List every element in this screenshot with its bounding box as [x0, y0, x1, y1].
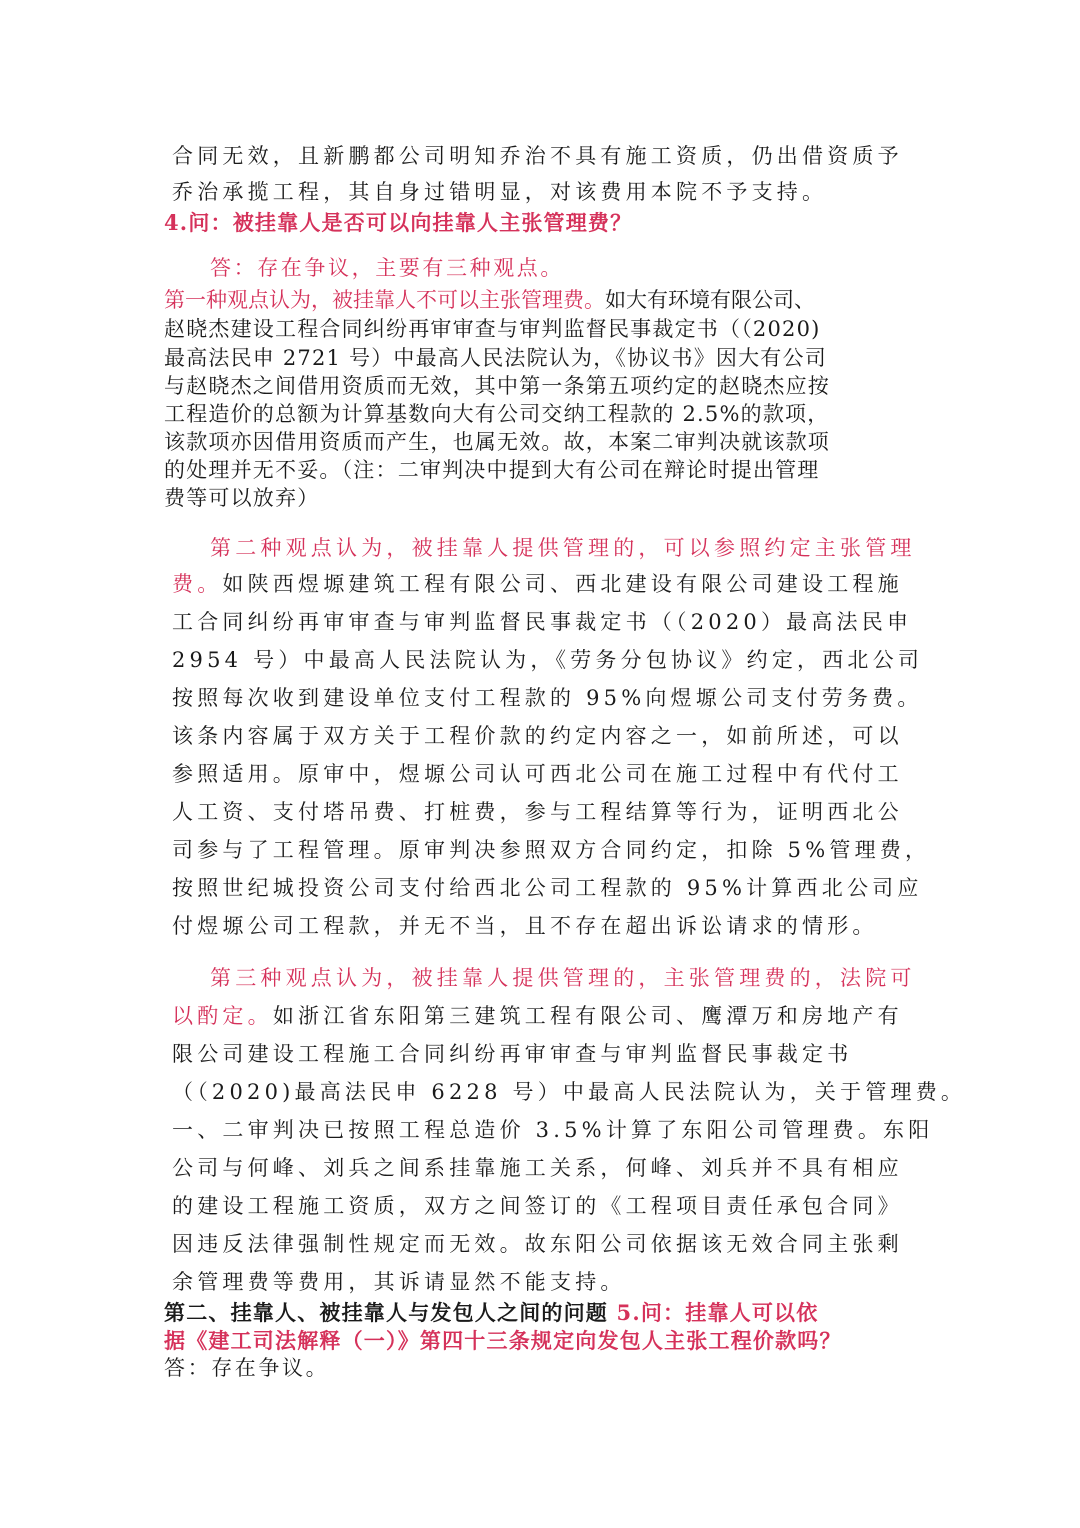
text-line: 余管理费等费用，其诉请显然不能支持。 — [172, 1270, 626, 1294]
text-line: 的建设工程施工资质，双方之间签订的《工程项目责任承包合同》 — [172, 1194, 903, 1218]
text-line: 限公司建设工程施工合同纠纷再审审查与审判监督民事裁定书 — [172, 1042, 853, 1066]
viewpoint-two: 第二种观点认为，被挂靠人提供管理的，可以参照约定主张管理 — [210, 536, 916, 560]
text-line: 与赵晓杰之间借用资质而无效，其中第一条第五项约定的赵晓杰应按 — [164, 374, 830, 398]
case-intro: 如大有环境有限公司、 — [605, 288, 815, 312]
case-intro: 如浙江省东阳第三建筑工程有限公司、鹰潭万和房地产有 — [272, 1004, 903, 1028]
text-line: 合同无效，且新鹏都公司明知乔治不具有施工资质，仍出借资质予 — [172, 144, 903, 168]
text-line: 工合同纠纷再审审查与审判监督民事裁定书（（2020）最高法民申 — [172, 610, 913, 634]
question-heading: 4.问：被挂靠人是否可以向挂靠人主张管理费？ — [164, 210, 633, 235]
viewpoint-three-end: 以酌定。 — [172, 1004, 273, 1028]
text-line — [172, 574, 903, 595]
section-heading — [164, 1302, 818, 1323]
text-line: 人工资、支付塔吊费、打桩费，参与工程结算等行为，证明西北公 — [172, 800, 903, 824]
text-line: 按照每次收到建设单位支付工程款的 95%向煜塬公司支付劳务费。 — [172, 686, 923, 710]
text-line: 因违反法律强制性规定而无效。故东阳公司依据该无效合同主张剩 — [172, 1232, 903, 1256]
text-line: 该条内容属于双方关于工程价款的约定内容之一，如前所述，可以 — [172, 724, 903, 748]
text-line: 的处理并无不妥。（注：二审判决中提到大有公司在辩论时提出管理 — [164, 458, 820, 482]
text-line: 公司与何峰、刘兵之间系挂靠施工关系，何峰、刘兵并不具有相应 — [172, 1156, 903, 1180]
case-intro: 如陕西煜塬建筑工程有限公司、西北建设有限公司建设工程施 — [222, 572, 903, 596]
viewpoint-three: 第三种观点认为，被挂靠人提供管理的，主张管理费的，法院可 — [210, 966, 916, 990]
text-line: 最高法民申 2721 号）中最高人民法院认为，《协议书》因大有公司 — [164, 346, 827, 370]
text-line — [164, 290, 815, 311]
text-line: 乔治承揽工程，其自身过错明显，对该费用本院不予支持。 — [172, 180, 828, 204]
viewpoint-two-end: 费。 — [172, 572, 223, 596]
question-heading: 5.问：挂靠人可以依 — [616, 1300, 819, 1325]
text-line: 一、二审判决已按照工程总造价 3.5%计算了东阳公司管理费。东阳 — [172, 1118, 934, 1142]
text-line: 赵晓杰建设工程合同纠纷再审审查与审判监督民事裁定书（（2020) — [164, 317, 821, 341]
section-title: 第二、挂靠人、被挂靠人与发包人之间的问题 — [164, 1300, 608, 1325]
answer-line: 答：存在争议。 — [164, 1356, 330, 1380]
text-line: 2954 号）中最高人民法院认为，《劳务分包协议》约定，西北公司 — [172, 648, 924, 672]
text-line: 按照世纪城投资公司支付给西北公司工程款的 95%计算西北公司应 — [172, 876, 923, 900]
viewpoint-one: 第一种观点认为，被挂靠人不可以主张管理费。 — [164, 288, 605, 312]
text-line: 费等可以放弃） — [164, 486, 320, 510]
text-line: 该款项亦因借用资质而产生，也属无效。故，本案二审判决就该款项 — [164, 430, 830, 454]
answer-line: 答：存在争议，主要有三种观点。 — [210, 256, 564, 280]
text-line: （（2020)最高法民申 6228 号）中最高人民法院认为，关于管理费。 — [172, 1080, 967, 1104]
text-line: 工程造价的总额为计算基数向大有公司交纳工程款的 2.5%的款项， — [164, 402, 830, 426]
text-line: 付煜塬公司工程款，并无不当，且不存在超出诉讼请求的情形。 — [172, 914, 878, 938]
text-line: 参照适用。原审中，煜塬公司认可西北公司在施工过程中有代付工 — [172, 762, 903, 786]
question-heading-cont: 据《建工司法解释（一）》第四十三条规定向发包人主张工程价款吗？ — [164, 1328, 842, 1353]
text-line — [172, 1006, 903, 1027]
text-line: 司参与了工程管理。原审判决参照双方合同约定，扣除 5%管理费， — [172, 838, 931, 862]
